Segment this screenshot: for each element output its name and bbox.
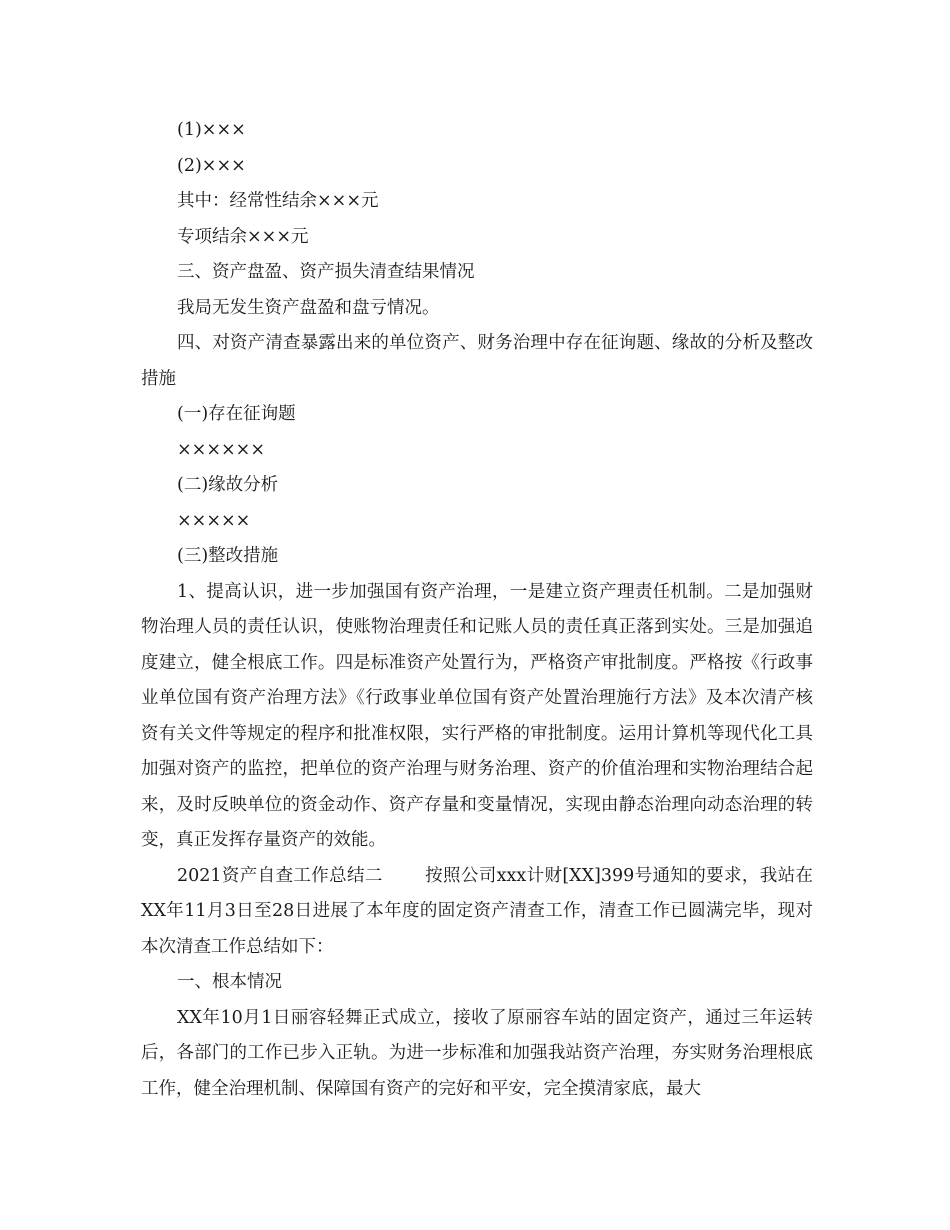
document-body	[141, 113, 813, 1107]
subheading-causes: (二)缘故分析	[177, 475, 279, 495]
section-heading-3: 三、资产盘盈、资产损失清查结果情况	[177, 262, 475, 282]
line-item-1: (1)×××	[177, 120, 246, 140]
measures-paragraph: 1、提高认识，进一步加强国有资产治理，一是建立资产理责任机制。二是加强财物治理人员的责任认识，使账物治理责任和记账人员的责任真正落到实处。三是加强追度建立，健全根底工作。四是标准资产处置行为，严格资产审批制度。严格按《行政事业单位国有资产治理方法》《行政事业单位国有资产处置治理施行方法》及本次清产核资有关文件等规定的程序和批准权限，实行严格的审批制度。运用计算机等现代化工具加强对资产的监控，把单位的资产治理与财务治理、资产的价值治理和实物治理结合起来，及时反映单位的资金动作、资产存量和变量情况，实现由静态治理向动态治理的转变，真正发挥存量资产的效能。	[141, 581, 813, 850]
subheading-problems: (一)存在征询题	[177, 404, 296, 424]
summary-title: 2021资产自查工作总结二	[177, 865, 383, 886]
summary-two-paragraph	[141, 859, 813, 966]
line-special-surplus: 专项结余×××元	[177, 226, 309, 247]
subheading-measures: (三)整改措施	[177, 546, 279, 566]
basic-paragraph: XX年10月1日丽容轻舞正式成立，接收了原丽容车站的固定资产，通过三年运转后，各部门的工作已步入正轨。为进一步标准和加强我站资产治理，夯实财务治理根底工作，健全治理机制、保障国有资产的完好和平安，完全摸清家底，最大	[141, 1007, 813, 1099]
line-regular-surplus: 其中：经常性结余×××元	[177, 191, 379, 211]
section-heading-4: 四、对资产清查暴露出来的单位资产、财务治理中存在征询题、缘故的分析及整改措施	[141, 333, 813, 389]
line-no-surplus: 我局无发生资产盘盈和盘亏情况。	[177, 297, 440, 318]
placeholder-causes: ×××××	[177, 510, 251, 531]
summary-intro: 按照公司xxx计财[XX]399号通知的要求，我站在XX年11月3日至28日进展了本年度的固定资产清查工作，清查工作已圆满完毕，现对本次清查工作总结如下：	[141, 865, 813, 957]
line-item-2: (2)×××	[177, 155, 246, 176]
section-heading-basic: 一、根本情况	[177, 972, 282, 992]
placeholder-problems: ××××××	[177, 439, 265, 460]
